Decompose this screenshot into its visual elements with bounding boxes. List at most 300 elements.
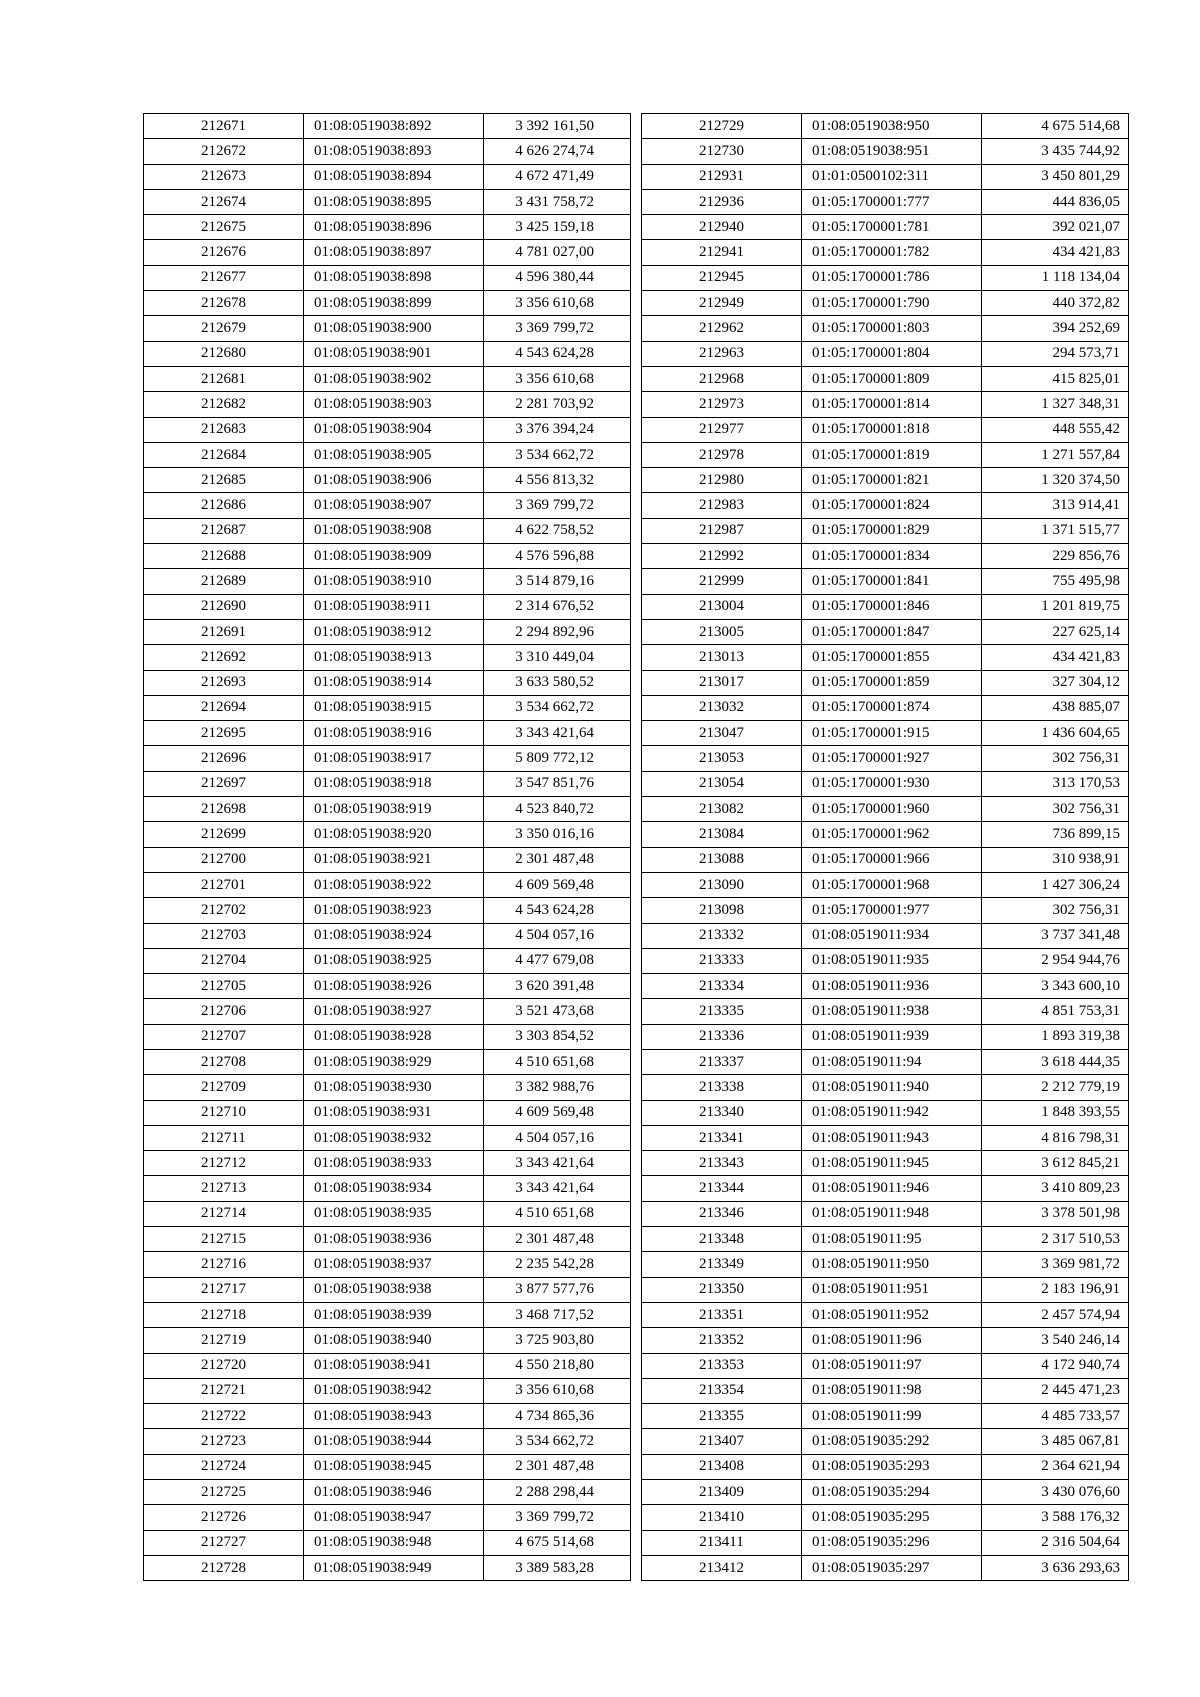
cell-value: 2 212 779,19: [982, 1075, 1129, 1100]
table-row: [642, 114, 1129, 139]
table-row: [144, 316, 631, 341]
cell-number: 213344: [642, 1176, 802, 1201]
cell-value: 3 612 845,21: [982, 1151, 1129, 1176]
cell-number: 212712: [144, 1151, 304, 1176]
cell-number: 213350: [642, 1277, 802, 1302]
cell-cadastral-number: 01:08:0519038:894: [304, 164, 484, 189]
table-row: [642, 670, 1129, 695]
cell-value: 1 436 604,65: [982, 721, 1129, 746]
cell-number: 212719: [144, 1328, 304, 1353]
table-row: [144, 1049, 631, 1074]
table-row: [144, 417, 631, 442]
cell-cadastral-number: 01:08:0519011:948: [802, 1201, 982, 1226]
cell-cadastral-number: 01:08:0519038:900: [304, 316, 484, 341]
cell-cadastral-number: 01:08:0519038:899: [304, 291, 484, 316]
cell-number: 213332: [642, 923, 802, 948]
cell-value: 4 172 940,74: [982, 1353, 1129, 1378]
cell-cadastral-number: 01:08:0519011:96: [802, 1328, 982, 1353]
cell-cadastral-number: 01:08:0519011:938: [802, 999, 982, 1024]
cell-value: 434 421,83: [982, 240, 1129, 265]
cell-value: 2 301 487,48: [484, 1227, 631, 1252]
cell-cadastral-number: 01:08:0519038:907: [304, 493, 484, 518]
cell-number: 212683: [144, 417, 304, 442]
cell-cadastral-number: 01:08:0519038:925: [304, 948, 484, 973]
table-right-body: [642, 114, 1129, 1581]
cell-cadastral-number: 01:05:1700001:819: [802, 442, 982, 467]
cell-value: 3 534 662,72: [484, 695, 631, 720]
cell-number: 212702: [144, 898, 304, 923]
cell-value: 3 376 394,24: [484, 417, 631, 442]
cell-number: 213084: [642, 822, 802, 847]
table-row: [144, 594, 631, 619]
table-row: [642, 847, 1129, 872]
cell-number: 213410: [642, 1505, 802, 1530]
cell-number: 212687: [144, 518, 304, 543]
cell-cadastral-number: 01:08:0519011:950: [802, 1252, 982, 1277]
cell-value: 440 372,82: [982, 291, 1129, 316]
cell-number: 212693: [144, 670, 304, 695]
cell-cadastral-number: 01:08:0519038:945: [304, 1454, 484, 1479]
cell-number: 212718: [144, 1302, 304, 1327]
cell-number: 212717: [144, 1277, 304, 1302]
cell-cadastral-number: 01:08:0519038:942: [304, 1378, 484, 1403]
cell-number: 212674: [144, 189, 304, 214]
cell-value: 3 392 161,50: [484, 114, 631, 139]
cell-value: 3 468 717,52: [484, 1302, 631, 1327]
cell-cadastral-number: 01:08:0519038:951: [802, 139, 982, 164]
cell-cadastral-number: 01:08:0519038:910: [304, 569, 484, 594]
cell-cadastral-number: 01:08:0519038:905: [304, 442, 484, 467]
cell-value: 4 734 865,36: [484, 1404, 631, 1429]
table-right: [641, 113, 1129, 1581]
cell-value: 434 421,83: [982, 645, 1129, 670]
cell-value: 3 521 473,68: [484, 999, 631, 1024]
cell-cadastral-number: 01:08:0519038:906: [304, 468, 484, 493]
table-row: [642, 1454, 1129, 1479]
cell-number: 213054: [642, 771, 802, 796]
cell-cadastral-number: 01:05:1700001:803: [802, 316, 982, 341]
cell-cadastral-number: 01:08:0519038:892: [304, 114, 484, 139]
cell-cadastral-number: 01:08:0519038:932: [304, 1125, 484, 1150]
cell-cadastral-number: 01:05:1700001:777: [802, 189, 982, 214]
cell-number: 212707: [144, 1024, 304, 1049]
table-row: [642, 215, 1129, 240]
table-row: [642, 923, 1129, 948]
cell-number: 212714: [144, 1201, 304, 1226]
table-row: [144, 898, 631, 923]
cell-number: 213013: [642, 645, 802, 670]
table-row: [642, 265, 1129, 290]
table-row: [144, 1555, 631, 1580]
cell-value: 1 201 819,75: [982, 594, 1129, 619]
table-row: [144, 1302, 631, 1327]
cell-cadastral-number: 01:08:0519038:924: [304, 923, 484, 948]
table-row: [144, 366, 631, 391]
cell-value: 2 288 298,44: [484, 1480, 631, 1505]
table-row: [642, 822, 1129, 847]
cell-value: 4 851 753,31: [982, 999, 1129, 1024]
cell-number: 212682: [144, 392, 304, 417]
cell-value: 3 534 662,72: [484, 442, 631, 467]
table-row: [144, 1480, 631, 1505]
cell-number: 212697: [144, 771, 304, 796]
cell-cadastral-number: 01:08:0519011:943: [802, 1125, 982, 1150]
cell-value: 4 523 840,72: [484, 797, 631, 822]
cell-number: 212949: [642, 291, 802, 316]
table-row: [144, 114, 631, 139]
cell-value: 4 816 798,31: [982, 1125, 1129, 1150]
cell-cadastral-number: 01:08:0519038:913: [304, 645, 484, 670]
cell-cadastral-number: 01:08:0519038:939: [304, 1302, 484, 1327]
cell-value: 302 756,31: [982, 898, 1129, 923]
cell-value: 4 609 569,48: [484, 872, 631, 897]
cell-value: 736 899,15: [982, 822, 1129, 847]
cell-number: 212679: [144, 316, 304, 341]
table-row: [642, 594, 1129, 619]
cell-cadastral-number: 01:08:0519038:911: [304, 594, 484, 619]
cell-number: 212710: [144, 1100, 304, 1125]
table-row: [144, 619, 631, 644]
cell-number: 212722: [144, 1404, 304, 1429]
cell-number: 213088: [642, 847, 802, 872]
cell-number: 212940: [642, 215, 802, 240]
cell-value: 4 781 027,00: [484, 240, 631, 265]
table-row: [144, 1378, 631, 1403]
cell-value: 3 430 076,60: [982, 1480, 1129, 1505]
table-row: [144, 442, 631, 467]
cell-cadastral-number: 01:08:0519038:895: [304, 189, 484, 214]
table-row: [144, 291, 631, 316]
cell-cadastral-number: 01:08:0519038:901: [304, 341, 484, 366]
cell-number: 213338: [642, 1075, 802, 1100]
cell-cadastral-number: 01:05:1700001:846: [802, 594, 982, 619]
cell-value: 2 364 621,94: [982, 1454, 1129, 1479]
table-row: [144, 1075, 631, 1100]
cell-value: 2 445 471,23: [982, 1378, 1129, 1403]
cell-cadastral-number: 01:08:0519038:950: [802, 114, 982, 139]
cell-number: 213082: [642, 797, 802, 822]
table-row: [642, 1302, 1129, 1327]
cell-value: 302 756,31: [982, 746, 1129, 771]
cell-value: 2 317 510,53: [982, 1227, 1129, 1252]
cell-number: 212708: [144, 1049, 304, 1074]
cell-number: 212695: [144, 721, 304, 746]
cell-value: 2 316 504,64: [982, 1530, 1129, 1555]
cell-value: 302 756,31: [982, 797, 1129, 822]
cell-number: 212968: [642, 366, 802, 391]
cell-cadastral-number: 01:08:0519038:943: [304, 1404, 484, 1429]
table-row: [642, 1505, 1129, 1530]
cell-cadastral-number: 01:08:0519035:294: [802, 1480, 982, 1505]
cell-number: 212999: [642, 569, 802, 594]
cell-value: 3 431 758,72: [484, 189, 631, 214]
cell-cadastral-number: 01:08:0519035:297: [802, 1555, 982, 1580]
cell-cadastral-number: 01:08:0519038:917: [304, 746, 484, 771]
table-row: [144, 468, 631, 493]
cell-cadastral-number: 01:05:1700001:782: [802, 240, 982, 265]
cell-value: 2 457 574,94: [982, 1302, 1129, 1327]
cell-cadastral-number: 01:05:1700001:790: [802, 291, 982, 316]
cell-number: 212691: [144, 619, 304, 644]
table-row: [642, 1151, 1129, 1176]
table-row: [642, 746, 1129, 771]
cell-value: 3 534 662,72: [484, 1429, 631, 1454]
cell-value: 755 495,98: [982, 569, 1129, 594]
cell-cadastral-number: 01:05:1700001:814: [802, 392, 982, 417]
table-row: [144, 1024, 631, 1049]
table-row: [642, 518, 1129, 543]
cell-number: 212681: [144, 366, 304, 391]
cell-number: 212689: [144, 569, 304, 594]
cell-cadastral-number: 01:08:0519038:919: [304, 797, 484, 822]
cell-cadastral-number: 01:08:0519035:296: [802, 1530, 982, 1555]
table-row: [144, 923, 631, 948]
cell-number: 212936: [642, 189, 802, 214]
cell-value: 4 576 596,88: [484, 544, 631, 569]
cell-cadastral-number: 01:08:0519038:938: [304, 1277, 484, 1302]
cell-number: 212700: [144, 847, 304, 872]
table-row: [642, 1378, 1129, 1403]
cell-number: 212730: [642, 139, 802, 164]
cell-number: 213411: [642, 1530, 802, 1555]
table-row: [144, 1227, 631, 1252]
cell-number: 213337: [642, 1049, 802, 1074]
cell-value: 415 825,01: [982, 366, 1129, 391]
cell-number: 212992: [642, 544, 802, 569]
cell-number: 213005: [642, 619, 802, 644]
cell-cadastral-number: 01:08:0519038:936: [304, 1227, 484, 1252]
cell-value: 2 301 487,48: [484, 847, 631, 872]
cell-number: 213098: [642, 898, 802, 923]
cell-cadastral-number: 01:08:0519011:951: [802, 1277, 982, 1302]
table-row: [642, 1277, 1129, 1302]
table-row: [642, 1125, 1129, 1150]
cell-value: 4 504 057,16: [484, 923, 631, 948]
cell-value: 2 294 892,96: [484, 619, 631, 644]
cell-cadastral-number: 01:08:0519011:934: [802, 923, 982, 948]
cell-value: 1 427 306,24: [982, 872, 1129, 897]
cell-value: 3 485 067,81: [982, 1429, 1129, 1454]
table-row: [642, 695, 1129, 720]
cell-number: 213341: [642, 1125, 802, 1150]
cell-number: 212983: [642, 493, 802, 518]
cell-value: 310 938,91: [982, 847, 1129, 872]
cell-value: 4 477 679,08: [484, 948, 631, 973]
cell-cadastral-number: 01:05:1700001:829: [802, 518, 982, 543]
cell-value: 227 625,14: [982, 619, 1129, 644]
cell-number: 212677: [144, 265, 304, 290]
cell-cadastral-number: 01:08:0519038:893: [304, 139, 484, 164]
cell-number: 212962: [642, 316, 802, 341]
table-row: [642, 1201, 1129, 1226]
cell-number: 212728: [144, 1555, 304, 1580]
cell-cadastral-number: 01:08:0519038:916: [304, 721, 484, 746]
cell-value: 4 543 624,28: [484, 341, 631, 366]
cell-value: 2 281 703,92: [484, 392, 631, 417]
cell-value: 4 626 274,74: [484, 139, 631, 164]
cell-number: 212713: [144, 1176, 304, 1201]
cell-number: 212675: [144, 215, 304, 240]
cell-cadastral-number: 01:08:0519038:897: [304, 240, 484, 265]
cell-value: 4 675 514,68: [982, 114, 1129, 139]
cell-number: 213090: [642, 872, 802, 897]
table-row: [642, 1075, 1129, 1100]
cell-value: 1 893 319,38: [982, 1024, 1129, 1049]
table-row: [144, 1328, 631, 1353]
cell-cadastral-number: 01:05:1700001:927: [802, 746, 982, 771]
table-row: [642, 1100, 1129, 1125]
cell-value: 3 514 879,16: [484, 569, 631, 594]
table-row: [642, 645, 1129, 670]
cell-number: 212672: [144, 139, 304, 164]
cell-value: 444 836,05: [982, 189, 1129, 214]
cell-cadastral-number: 01:08:0519011:939: [802, 1024, 982, 1049]
cell-cadastral-number: 01:08:0519035:292: [802, 1429, 982, 1454]
cell-cadastral-number: 01:05:1700001:786: [802, 265, 982, 290]
cell-value: 394 252,69: [982, 316, 1129, 341]
cell-number: 212723: [144, 1429, 304, 1454]
cell-value: 327 304,12: [982, 670, 1129, 695]
table-row: [144, 569, 631, 594]
cell-number: 212688: [144, 544, 304, 569]
cell-cadastral-number: 01:08:0519038:935: [304, 1201, 484, 1226]
table-row: [642, 1429, 1129, 1454]
cell-cadastral-number: 01:08:0519038:898: [304, 265, 484, 290]
cell-value: 3 350 016,16: [484, 822, 631, 847]
table-row: [144, 1125, 631, 1150]
cell-value: 3 378 501,98: [982, 1201, 1129, 1226]
cell-cadastral-number: 01:08:0519038:927: [304, 999, 484, 1024]
cell-cadastral-number: 01:08:0519011:935: [802, 948, 982, 973]
table-row: [642, 240, 1129, 265]
cell-cadastral-number: 01:05:1700001:960: [802, 797, 982, 822]
cell-number: 212673: [144, 164, 304, 189]
cell-number: 212978: [642, 442, 802, 467]
cell-cadastral-number: 01:08:0519038:909: [304, 544, 484, 569]
table-row: [642, 164, 1129, 189]
cell-value: 3 540 246,14: [982, 1328, 1129, 1353]
cell-value: 4 543 624,28: [484, 898, 631, 923]
cell-number: 212716: [144, 1252, 304, 1277]
table-row: [642, 392, 1129, 417]
table-row: [642, 1176, 1129, 1201]
cell-value: 229 856,76: [982, 544, 1129, 569]
table-row: [144, 544, 631, 569]
cell-value: 4 675 514,68: [484, 1530, 631, 1555]
table-row: [144, 1277, 631, 1302]
cell-cadastral-number: 01:08:0519038:949: [304, 1555, 484, 1580]
cell-number: 212977: [642, 417, 802, 442]
cell-number: 213351: [642, 1302, 802, 1327]
cell-cadastral-number: 01:05:1700001:859: [802, 670, 982, 695]
cell-value: 3 356 610,68: [484, 291, 631, 316]
table-row: [144, 797, 631, 822]
table-row: [642, 1328, 1129, 1353]
cell-value: 3 343 421,64: [484, 721, 631, 746]
cell-number: 213354: [642, 1378, 802, 1403]
cell-cadastral-number: 01:08:0519011:945: [802, 1151, 982, 1176]
cell-number: 212725: [144, 1480, 304, 1505]
table-row: [144, 1530, 631, 1555]
cell-cadastral-number: 01:08:0519038:928: [304, 1024, 484, 1049]
table-row: [642, 1530, 1129, 1555]
cell-number: 213333: [642, 948, 802, 973]
cell-cadastral-number: 01:05:1700001:834: [802, 544, 982, 569]
cell-number: 212727: [144, 1530, 304, 1555]
cell-cadastral-number: 01:08:0519011:952: [802, 1302, 982, 1327]
cell-number: 212711: [144, 1125, 304, 1150]
cell-value: 3 356 610,68: [484, 1378, 631, 1403]
table-row: [144, 847, 631, 872]
cell-value: 2 301 487,48: [484, 1454, 631, 1479]
table-row: [642, 1049, 1129, 1074]
table-row: [144, 493, 631, 518]
cell-value: 4 550 218,80: [484, 1353, 631, 1378]
cell-value: 4 622 758,52: [484, 518, 631, 543]
table-row: [144, 164, 631, 189]
cell-number: 213409: [642, 1480, 802, 1505]
cell-cadastral-number: 01:08:0519038:912: [304, 619, 484, 644]
cell-cadastral-number: 01:08:0519038:933: [304, 1151, 484, 1176]
table-left: [143, 113, 631, 1581]
table-row: [642, 189, 1129, 214]
cell-value: 3 633 580,52: [484, 670, 631, 695]
table-row: [144, 1353, 631, 1378]
cell-number: 212709: [144, 1075, 304, 1100]
cell-value: 4 504 057,16: [484, 1125, 631, 1150]
cell-cadastral-number: 01:08:0519038:918: [304, 771, 484, 796]
cell-value: 313 914,41: [982, 493, 1129, 518]
table-row: [642, 291, 1129, 316]
cell-cadastral-number: 01:05:1700001:821: [802, 468, 982, 493]
cell-cadastral-number: 01:08:0519011:946: [802, 1176, 982, 1201]
table-row: [144, 872, 631, 897]
cell-value: 3 343 600,10: [982, 974, 1129, 999]
cell-number: 212941: [642, 240, 802, 265]
cell-number: 213340: [642, 1100, 802, 1125]
cell-number: 212706: [144, 999, 304, 1024]
table-row: [144, 392, 631, 417]
cell-number: 212987: [642, 518, 802, 543]
cell-number: 213348: [642, 1227, 802, 1252]
cell-number: 212692: [144, 645, 304, 670]
cell-cadastral-number: 01:05:1700001:966: [802, 847, 982, 872]
cell-cadastral-number: 01:08:0519011:98: [802, 1378, 982, 1403]
table-row: [642, 974, 1129, 999]
table-row: [642, 316, 1129, 341]
cell-number: 212729: [642, 114, 802, 139]
cell-cadastral-number: 01:08:0519011:97: [802, 1353, 982, 1378]
cell-cadastral-number: 01:08:0519038:940: [304, 1328, 484, 1353]
cell-number: 213408: [642, 1454, 802, 1479]
table-row: [144, 341, 631, 366]
cell-value: 2 235 542,28: [484, 1252, 631, 1277]
cell-cadastral-number: 01:08:0519038:947: [304, 1505, 484, 1530]
cell-number: 212686: [144, 493, 304, 518]
cell-value: 3 303 854,52: [484, 1024, 631, 1049]
cell-value: 313 170,53: [982, 771, 1129, 796]
cell-value: 3 310 449,04: [484, 645, 631, 670]
cell-cadastral-number: 01:05:1700001:962: [802, 822, 982, 847]
cell-value: 3 369 799,72: [484, 316, 631, 341]
cell-value: 3 588 176,32: [982, 1505, 1129, 1530]
cell-value: 3 425 159,18: [484, 215, 631, 240]
cell-cadastral-number: 01:08:0519038:922: [304, 872, 484, 897]
table-row: [144, 1454, 631, 1479]
table-row: [144, 746, 631, 771]
cell-number: 212945: [642, 265, 802, 290]
cell-value: 4 596 380,44: [484, 265, 631, 290]
